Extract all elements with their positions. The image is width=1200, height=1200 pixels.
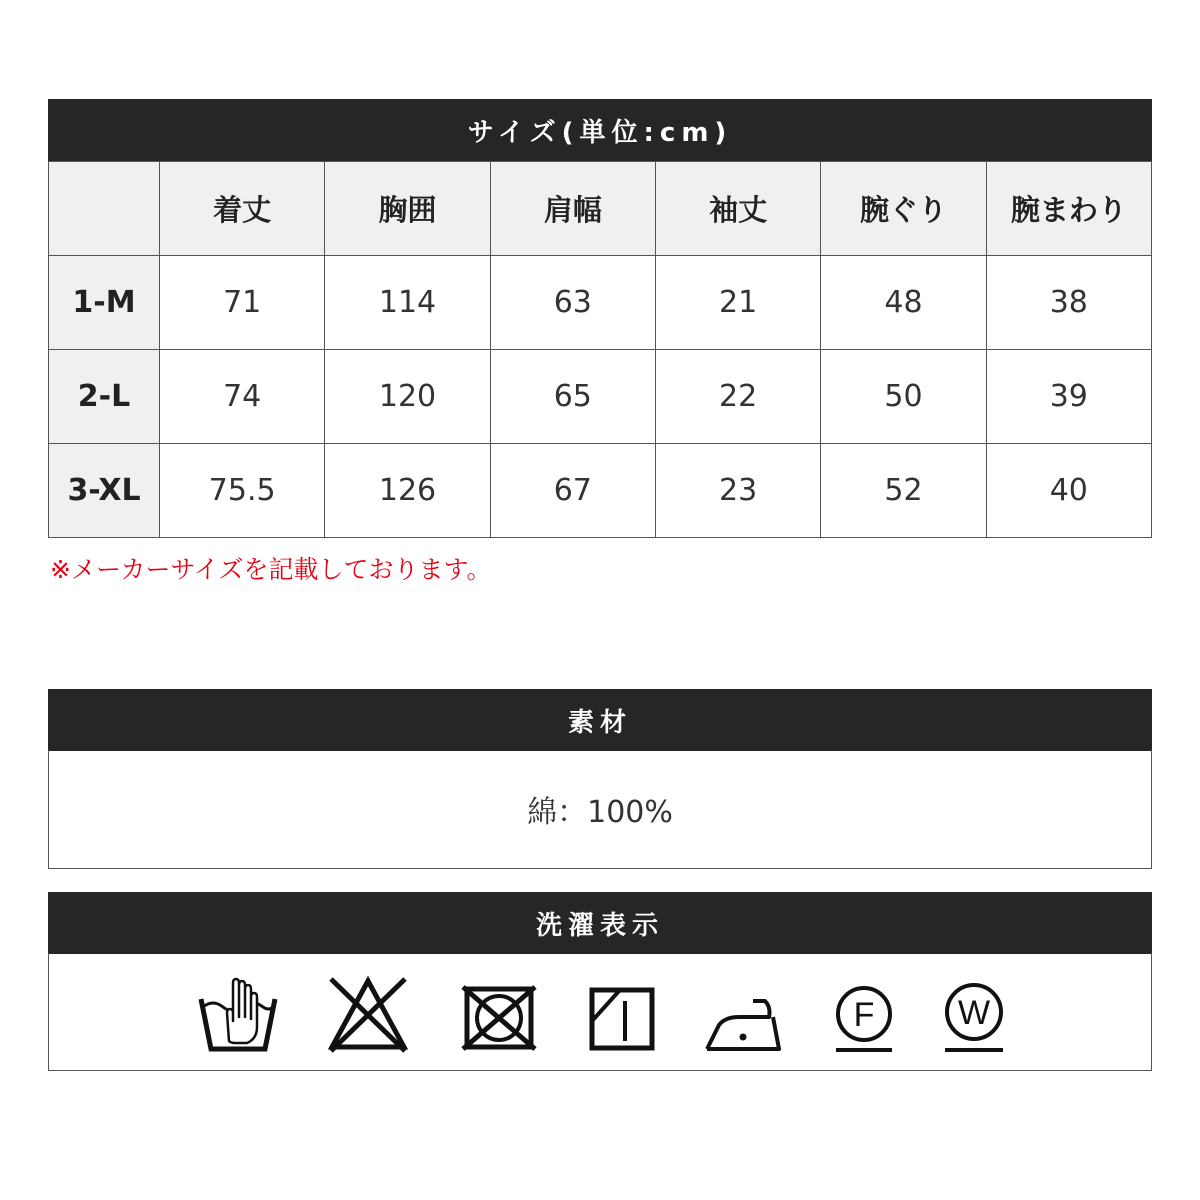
column-header-corner [49,162,160,256]
row-header-size: 1-M [49,256,160,350]
table-cell: 114 [325,256,490,350]
table-cell: 74 [160,350,325,444]
column-header-length: 着丈 [160,162,325,256]
column-header-sleeve: 袖丈 [655,162,820,256]
iron-low-icon [703,997,783,1053]
table-cell: 38 [986,256,1151,350]
wet-clean-w-icon [943,979,1005,1055]
care-section-title: 洗濯表示 [48,892,1152,954]
table-cell: 50 [821,350,986,444]
care-icons-box [48,953,1152,1071]
table-cell: 126 [325,444,490,538]
row-header-size: 3-XL [49,444,160,538]
material-content-box [48,750,1152,869]
hand-wash-icon [197,977,279,1053]
column-header-armhole: 腕ぐり [821,162,986,256]
table-cell: 40 [986,444,1151,538]
material-section-title: 素材 [48,689,1152,751]
column-header-chest: 胸囲 [325,162,490,256]
table-cell: 39 [986,350,1151,444]
dry-clean-letter: F [853,996,875,1034]
wet-clean-letter: W [957,994,991,1032]
size-table-header-row [49,162,1152,256]
column-header-arm-circumference: 腕まわり [986,162,1151,256]
no-tumble-dry-icon [461,985,537,1051]
table-row [49,256,1152,350]
material-content: 綿：100% [527,795,673,830]
line-dry-shade-icon [589,987,655,1051]
table-cell: 120 [325,350,490,444]
column-header-shoulder: 肩幅 [490,162,655,256]
table-row [49,350,1152,444]
table-cell: 23 [655,444,820,538]
table-cell: 22 [655,350,820,444]
table-cell: 65 [490,350,655,444]
table-row [49,444,1152,538]
no-bleach-icon [327,975,409,1055]
table-cell: 52 [821,444,986,538]
table-cell: 48 [821,256,986,350]
table-cell: 63 [490,256,655,350]
dry-clean-f-icon [834,983,894,1055]
size-section-title: サイズ(単位:cm) [48,99,1152,161]
table-cell: 21 [655,256,820,350]
table-cell: 67 [490,444,655,538]
table-cell: 75.5 [160,444,325,538]
size-table [48,161,1152,538]
row-header-size: 2-L [49,350,160,444]
size-note: ※メーカーサイズを記載しております。 [50,555,492,584]
table-cell: 71 [160,256,325,350]
